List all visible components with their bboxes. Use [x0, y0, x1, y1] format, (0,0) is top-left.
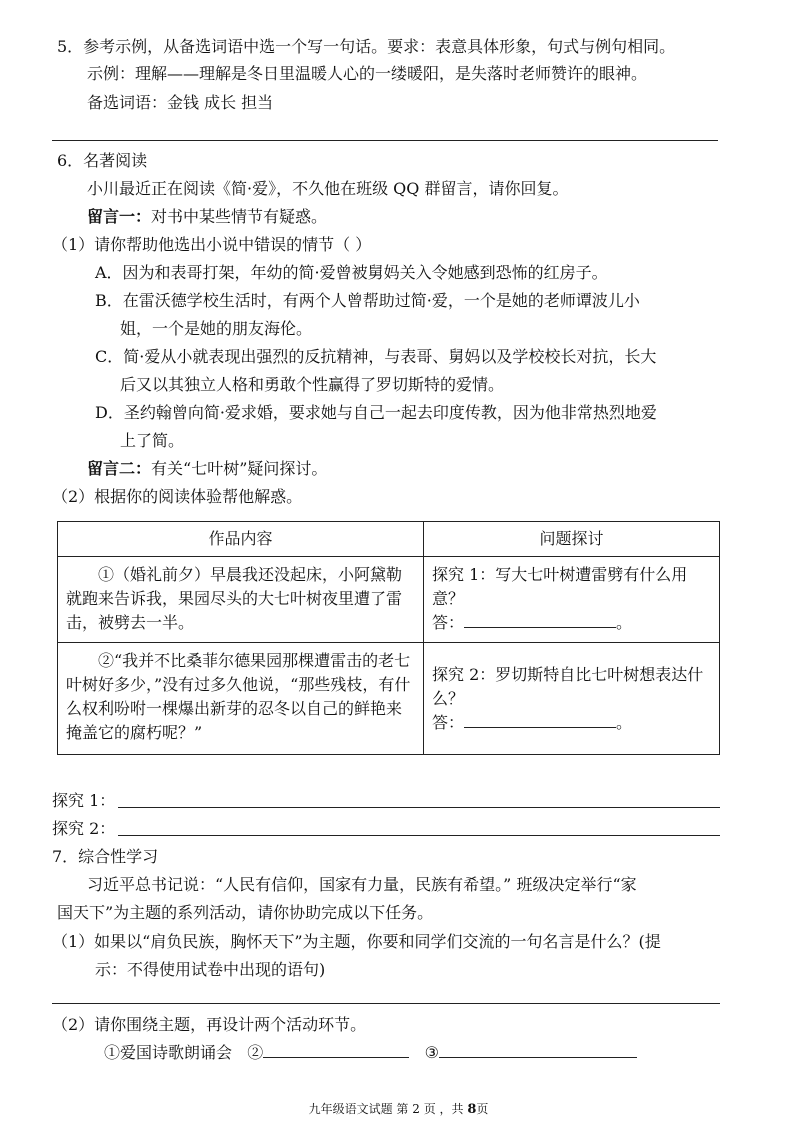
option-b[interactable]: B．在雷沃德学校生活时，有两个人曾帮助过简·爱，一个是她的老师谭波儿小 [95, 291, 640, 310]
explore-2-label: 探究 2： [52, 819, 116, 838]
table-content-1: ①（婚礼前夕）早晨我还没起床，小阿黛勒就跑来告诉我，果园尽头的大七叶树夜里遭了雷击，被劈去一半。 [58, 557, 424, 643]
option-d-cont: 上了简。 [120, 431, 185, 450]
msg1-label: 留言一： [87, 207, 152, 226]
question-2-text: 探究 2：罗切斯特自比七叶树想表达什么？ [432, 664, 704, 708]
answer-2: 答： 。 [432, 712, 633, 732]
q7-intro-1: 习近平总书记说：“人民有信仰，国家有力量，民族有希望。” 班级决定举行“家 [87, 875, 637, 894]
q7-sub1-hint: 示：不得使用试卷中出现的语句) [95, 960, 326, 979]
q5-title: 5．参考示例，从备选词语中选一个写一句话。要求：表意具体形象，句式与例句相同。 [57, 37, 676, 56]
q6-sub2: （2）根据你的阅读体验帮他解惑。 [52, 487, 303, 506]
q6-message-1 [87, 206, 327, 228]
msg1-text: 对书中某些情节有疑惑。 [151, 207, 328, 226]
activity-3-blank[interactable] [439, 1043, 637, 1058]
msg2-text: 有关“七叶树”疑问探讨。 [151, 459, 328, 478]
table-content-2: ②“我并不比桑菲尔德果园那棵遭雷击的老七叶树好多少，”没有过多久他说，“那些残枝，有什么权利吩咐一棵爆出新芽的忍冬以自己的鲜艳来掩盖它的腐朽呢？” [58, 643, 424, 755]
q7-title: 7．综合性学习 [52, 847, 159, 866]
col-header-question: 问题探讨 [424, 522, 720, 557]
activity-2-blank[interactable] [263, 1043, 409, 1058]
table-question-1 [424, 557, 720, 643]
question-1-text: 探究 1：写大七叶树遭雷劈有什么用意？ [432, 565, 688, 608]
option-b-cont: 姐，一个是她的朋友海伦。 [120, 319, 313, 338]
answer-2-blank[interactable] [464, 713, 616, 728]
footer-total: 8 [467, 1102, 477, 1117]
q6-sub1: （1）请你帮助他选出小说中错误的情节（ ） [52, 235, 372, 254]
q7-sub2: （2）请你围绕主题，再设计两个活动环节。 [52, 1015, 367, 1034]
activity-1: ①爱国诗歌朗诵会 [104, 1043, 233, 1062]
activity-2-num: ② [247, 1043, 264, 1062]
answer-1: 答： 。 [432, 613, 633, 632]
answer-1-blank[interactable] [464, 613, 616, 628]
option-d[interactable]: D．圣约翰曾向简·爱求婚，要求她与自己一起去印度传教，因为他非常热烈地爱 [95, 403, 657, 422]
page-footer [0, 1100, 797, 1117]
q7-answer-line[interactable] [52, 1003, 720, 1004]
q7-intro-2: 国天下”为主题的系列活动，请你协助完成以下任务。 [57, 903, 434, 922]
msg2-label: 留言二： [87, 459, 152, 478]
footer-suffix: 页 [476, 1102, 489, 1116]
q5-example: 示例：理解——理解是冬日里温暖人心的一缕暖阳，是失落时老师赞许的眼神。 [87, 64, 648, 83]
col-header-content: 作品内容 [58, 522, 424, 557]
reading-table [57, 521, 720, 755]
q6-intro: 小川最近正在阅读《简·爱》，不久他在班级 QQ 群留言，请你回复。 [87, 179, 569, 198]
table-question-2 [424, 643, 720, 755]
explore-1-line[interactable] [118, 807, 720, 808]
q7-activities [104, 1042, 637, 1064]
explore-2-line[interactable] [118, 835, 720, 836]
option-a[interactable]: A．因为和表哥打架，年幼的简·爱曾被舅妈关入令她感到恐怖的红房子。 [95, 263, 608, 282]
q6-message-2 [87, 458, 327, 480]
option-c-cont: 后又以其独立人格和勇敢个性赢得了罗切斯特的爱情。 [120, 375, 505, 394]
q5-words: 备选词语：金钱 成长 担当 [87, 93, 274, 112]
q6-title: 6．名著阅读 [57, 151, 148, 170]
q7-sub1: （1）如果以“肩负民族，胸怀天下”为主题，你要和同学们交流的一句名言是什么？(提 [52, 932, 661, 951]
explore-1-label: 探究 1： [52, 791, 116, 810]
footer-text: 九年级语文试题 第 2 页 ，共 [308, 1102, 468, 1116]
activity-3-num: ③ [424, 1043, 439, 1062]
q5-answer-line[interactable] [52, 140, 718, 141]
option-c[interactable]: C．简·爱从小就表现出强烈的反抗精神，与表哥、舅妈以及学校校长对抗，长大 [95, 347, 657, 366]
